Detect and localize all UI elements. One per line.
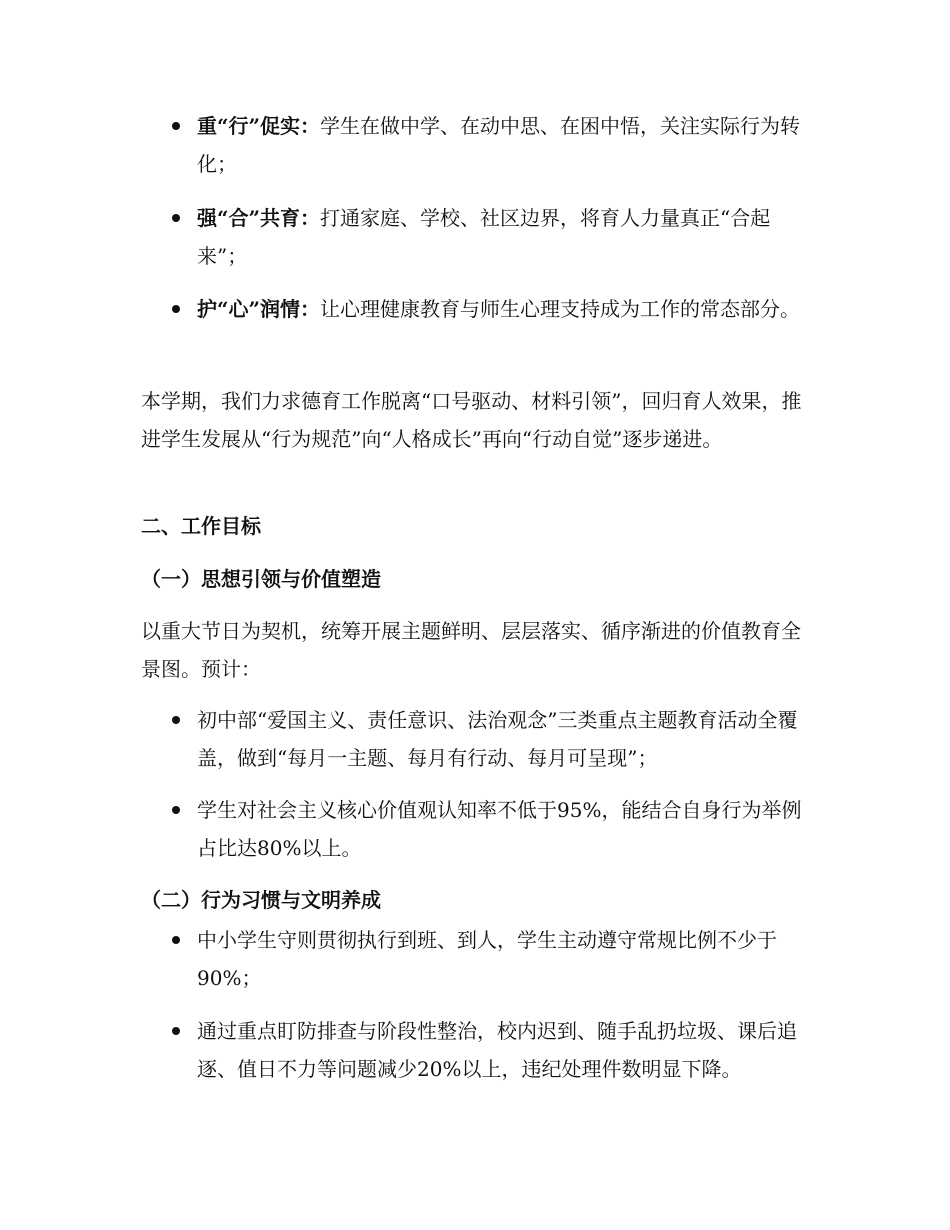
goal-text: 初中部“爱国主义、责任意识、法治观念”三类重点主题教育活动全覆盖，做到“每月一主题、每月有行动、每月可呈现”； xyxy=(197,708,798,770)
bullet-icon xyxy=(172,305,180,313)
bullet-text: 让心理健康教育与师生心理支持成为工作的常态部分。 xyxy=(320,297,801,321)
subsection-heading-2: （二）行为习惯与文明养成 xyxy=(141,888,381,912)
goal-item-1 xyxy=(197,701,809,777)
bullet-icon xyxy=(172,936,180,944)
goal-text: 学生对社会主义核心价值观认知率不低于95%，能结合自身行为举例占比达80%以上。 xyxy=(197,798,802,860)
intro-bullet-2 xyxy=(197,199,809,275)
bullet-icon xyxy=(172,716,180,724)
bullet-label: 重“行”促实 xyxy=(197,114,301,138)
bullet-icon xyxy=(172,1027,180,1035)
bullet-separator: ： xyxy=(300,297,321,321)
subsection-heading-1: （一）思想引领与价值塑造 xyxy=(141,567,381,591)
subsection-1-intro: 以重大节日为契机，统筹开展主题鲜明、层层落实、循序渐进的价值教育全景图。预计： xyxy=(141,619,801,681)
goal-item-2 xyxy=(197,791,809,867)
bullet-icon xyxy=(172,122,180,130)
habit-item-1 xyxy=(197,921,809,997)
bullet-label: 强“合”共育 xyxy=(197,206,301,230)
bullet-text: 学生在做中学、在动中思、在困中悟，关注实际行为转化； xyxy=(197,114,801,176)
intro-bullet-3 xyxy=(197,290,809,328)
habit-item-2 xyxy=(197,1012,809,1088)
section-heading: 二、工作目标 xyxy=(141,514,261,538)
habit-text: 中小学生守则贯彻执行到班、到人，学生主动遵守常规比例不少于90%； xyxy=(197,928,777,990)
habit-text: 通过重点盯防排查与阶段性整治，校内迟到、随手乱扔垃圾、课后追逐、值日不力等问题减少20%以上，违纪处理件数明显下降。 xyxy=(197,1019,797,1081)
bullet-text: 打通家庭、学校、社区边界，将育人力量真正“合起来”； xyxy=(197,206,771,268)
summary-paragraph: 本学期，我们力求德育工作脱离“口号驱动、材料引领”，回归育人效果，推进学生发展从“行为规范”向“人格成长”再向“行动自觉”逐步递进。 xyxy=(141,389,802,451)
bullet-icon xyxy=(172,806,180,814)
intro-bullet-1 xyxy=(197,107,809,183)
bullet-separator: ： xyxy=(300,206,321,230)
bullet-icon xyxy=(172,214,180,222)
bullet-label: 护“心”润情 xyxy=(197,297,301,321)
bullet-separator: ： xyxy=(300,114,321,138)
